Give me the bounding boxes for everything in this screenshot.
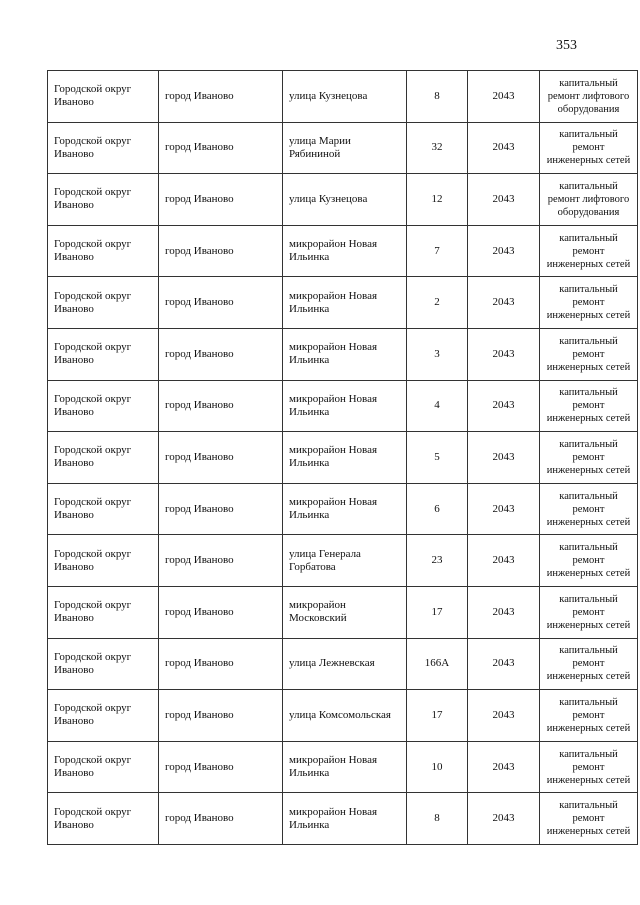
district-cell: Городской округ Иваново [48,380,159,432]
city-cell: город Иваново [159,71,283,123]
table-row [48,586,638,638]
table-row [48,71,638,123]
work-type-cell: капитальный ремонт инженерных сетей [540,690,638,742]
house-number-cell: 17 [407,586,468,638]
district-cell: Городской округ Иваново [48,71,159,123]
year-cell: 2043 [468,586,540,638]
table-row [48,328,638,380]
street-cell: микрорайон Новая Ильинка [283,432,407,484]
street-cell: микрорайон Новая Ильинка [283,328,407,380]
house-number-cell: 7 [407,225,468,277]
table-row [48,535,638,587]
table-row [48,690,638,742]
house-number-cell: 12 [407,174,468,226]
city-cell: город Иваново [159,277,283,329]
year-cell: 2043 [468,690,540,742]
street-cell: улица Комсомольская [283,690,407,742]
work-type-cell: капитальный ремонт инженерных сетей [540,741,638,793]
year-cell: 2043 [468,793,540,845]
year-cell: 2043 [468,328,540,380]
table-row [48,380,638,432]
street-cell: микрорайон Новая Ильинка [283,225,407,277]
city-cell: город Иваново [159,122,283,174]
district-cell: Городской округ Иваново [48,225,159,277]
work-type-cell: капитальный ремонт инженерных сетей [540,586,638,638]
page-number: 353 [556,38,577,53]
district-cell: Городской округ Иваново [48,638,159,690]
year-cell: 2043 [468,638,540,690]
table-body [48,71,638,845]
house-number-cell: 32 [407,122,468,174]
year-cell: 2043 [468,174,540,226]
work-type-cell: капитальный ремонт лифтового оборудования [540,174,638,226]
district-cell: Городской округ Иваново [48,690,159,742]
year-cell: 2043 [468,432,540,484]
street-cell: микрорайон Новая Ильинка [283,793,407,845]
house-number-cell: 166А [407,638,468,690]
table-row [48,174,638,226]
street-cell: микрорайон Новая Ильинка [283,380,407,432]
table-row [48,122,638,174]
work-type-cell: капитальный ремонт инженерных сетей [540,122,638,174]
table-row [48,741,638,793]
street-cell: улица Марии Рябининой [283,122,407,174]
district-cell: Городской округ Иваново [48,122,159,174]
city-cell: город Иваново [159,432,283,484]
house-number-cell: 4 [407,380,468,432]
house-number-cell: 8 [407,793,468,845]
district-cell: Городской округ Иваново [48,328,159,380]
table-row [48,793,638,845]
year-cell: 2043 [468,483,540,535]
house-number-cell: 10 [407,741,468,793]
work-type-cell: капитальный ремонт инженерных сетей [540,380,638,432]
city-cell: город Иваново [159,483,283,535]
table-row [48,638,638,690]
repair-schedule-table [47,70,638,845]
street-cell: микрорайон Новая Ильинка [283,741,407,793]
city-cell: город Иваново [159,174,283,226]
house-number-cell: 23 [407,535,468,587]
district-cell: Городской округ Иваново [48,483,159,535]
city-cell: город Иваново [159,638,283,690]
year-cell: 2043 [468,380,540,432]
house-number-cell: 3 [407,328,468,380]
year-cell: 2043 [468,71,540,123]
city-cell: город Иваново [159,586,283,638]
street-cell: улица Лежневская [283,638,407,690]
work-type-cell: капитальный ремонт инженерных сетей [540,225,638,277]
street-cell: улица Генерала Горбатова [283,535,407,587]
district-cell: Городской округ Иваново [48,793,159,845]
city-cell: город Иваново [159,328,283,380]
street-cell: улица Кузнецова [283,174,407,226]
year-cell: 2043 [468,277,540,329]
work-type-cell: капитальный ремонт инженерных сетей [540,483,638,535]
street-cell: микрорайон Московский [283,586,407,638]
year-cell: 2043 [468,535,540,587]
city-cell: город Иваново [159,690,283,742]
work-type-cell: капитальный ремонт инженерных сетей [540,432,638,484]
table-row [48,277,638,329]
city-cell: город Иваново [159,535,283,587]
table-row [48,225,638,277]
house-number-cell: 6 [407,483,468,535]
house-number-cell: 8 [407,71,468,123]
house-number-cell: 5 [407,432,468,484]
work-type-cell: капитальный ремонт инженерных сетей [540,328,638,380]
city-cell: город Иваново [159,225,283,277]
work-type-cell: капитальный ремонт инженерных сетей [540,535,638,587]
work-type-cell: капитальный ремонт лифтового оборудования [540,71,638,123]
table-row [48,483,638,535]
house-number-cell: 17 [407,690,468,742]
district-cell: Городской округ Иваново [48,277,159,329]
work-type-cell: капитальный ремонт инженерных сетей [540,793,638,845]
district-cell: Городской округ Иваново [48,432,159,484]
year-cell: 2043 [468,225,540,277]
street-cell: микрорайон Новая Ильинка [283,483,407,535]
work-type-cell: капитальный ремонт инженерных сетей [540,638,638,690]
district-cell: Городской округ Иваново [48,174,159,226]
district-cell: Городской округ Иваново [48,741,159,793]
street-cell: улица Кузнецова [283,71,407,123]
street-cell: микрорайон Новая Ильинка [283,277,407,329]
year-cell: 2043 [468,741,540,793]
city-cell: город Иваново [159,793,283,845]
house-number-cell: 2 [407,277,468,329]
district-cell: Городской округ Иваново [48,586,159,638]
table-row [48,432,638,484]
city-cell: город Иваново [159,380,283,432]
city-cell: город Иваново [159,741,283,793]
work-type-cell: капитальный ремонт инженерных сетей [540,277,638,329]
district-cell: Городской округ Иваново [48,535,159,587]
year-cell: 2043 [468,122,540,174]
